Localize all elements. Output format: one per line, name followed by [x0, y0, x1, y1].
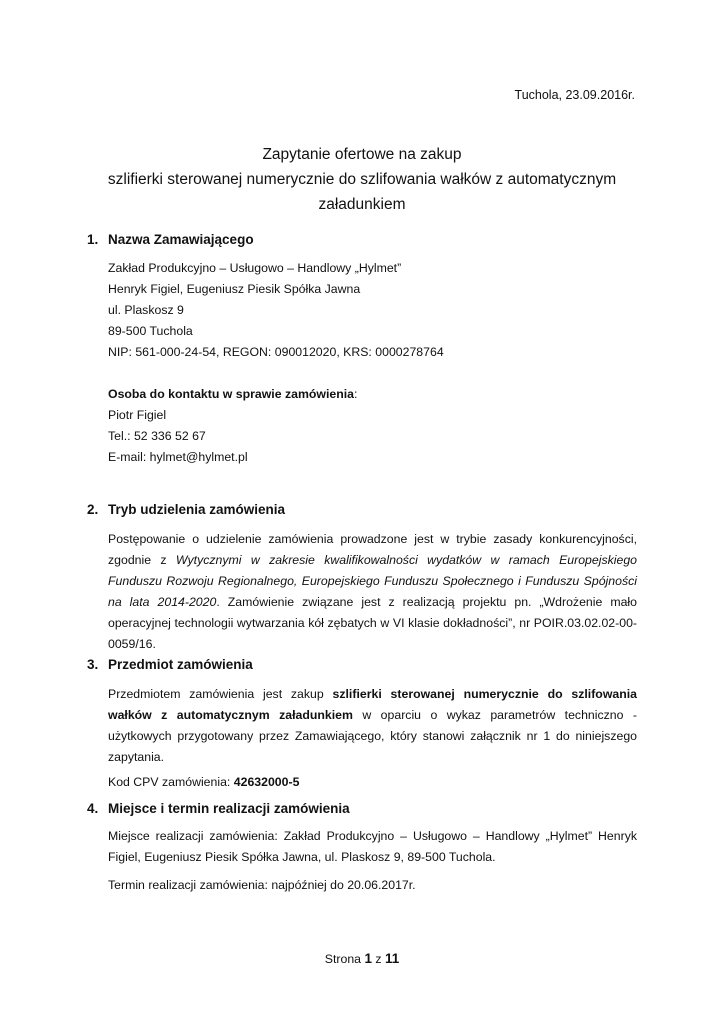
contact-phone: Tel.: 52 336 52 67 [108, 429, 206, 443]
section-4-number: 4. [87, 801, 99, 816]
s2-guidelines-italic: Wytycznymi w zakresie kwalifikowalności wydatków w ramach Europejskiego Funduszu Rozwoju Regionalnego, Europejskiego Funduszu Społecznego i Funduszu Spójności na lata 2014-2020 [108, 553, 637, 609]
s3-subject-bold: szlifierki sterowanej numerycznie do szlifowania wałków z automatycznym załadunkiem [108, 687, 637, 722]
section-1-number: 1. [87, 232, 99, 247]
contact-colon: : [354, 387, 358, 401]
contact-block [108, 384, 637, 468]
document-date: Tuchola, 23.09.2016r. [514, 88, 635, 102]
company-ids: NIP: 561-000-24-54, REGON: 090012020, KRS: 0000278764 [108, 345, 444, 359]
company-owners: Henryk Figiel, Eugeniusz Piesik Spółka Jawna [108, 282, 361, 296]
contact-heading [108, 384, 637, 405]
section-1-heading [87, 232, 254, 247]
section-4-heading [87, 801, 350, 816]
section-1-title: Nazwa Zamawiającego [108, 232, 254, 247]
section-2-body [108, 529, 637, 655]
section-3-heading [87, 657, 253, 672]
company-city: 89-500 Tuchola [108, 324, 193, 338]
title-line-3: załadunkiem [318, 196, 406, 213]
s2-text-1: Postępowanie o udzielenie zamówienia prowadzone jest w trybie zasady konkurencyjności, zgodnie z [108, 532, 637, 567]
cpv-label: Kod CPV zamówienia: [108, 775, 234, 789]
s3-text-3: w oparciu o wykaz parametrów techniczno - użytkowych przygotowany przez Zamawiającego, który stanowi załącznik nr 1 do niniejszego zapytania. [108, 708, 637, 764]
s2-text-3: . Zamówienie związane jest z realizacją projektu pn. „Wdrożenie mało operacyjnej technologii wytwarzania kół zębatych w VI klasie dokładności”, nr POIR.03.02.02-00-0059/16. [108, 595, 637, 651]
footer-prefix: Strona [324, 952, 365, 966]
footer-current-page: 1 [364, 951, 372, 966]
company-name: Zakład Produkcyjno – Usługowo – Handlowy „Hylmet” [108, 261, 402, 275]
contact-label: Osoba do kontaktu w sprawie zamówienia [108, 387, 354, 401]
section-2-title: Tryb udzielenia zamówienia [108, 502, 286, 517]
realization-place: Miejsce realizacji zamówienia: Zakład Produkcyjno – Usługowo – Handlowy „Hylmet” Henryk Figiel, Eugeniusz Piesik Spółka Jawna, ul. Plaskosz 9, 89-500 Tuchola. [108, 829, 637, 864]
footer-total-pages: 11 [384, 951, 400, 966]
document-title [60, 142, 664, 217]
section-1-body [108, 258, 637, 363]
cpv-line [108, 772, 637, 793]
realization-term: Termin realizacji zamówienia: najpóźniej do 20.06.2017r. [108, 878, 416, 892]
s3-text-1: Przedmiotem zamówienia jest zakup [108, 687, 333, 701]
section-3-body [108, 684, 637, 793]
section-4-title: Miejsce i termin realizacji zamówienia [108, 801, 350, 816]
title-line-1: Zapytanie ofertowe na zakup [262, 146, 462, 163]
section-3-number: 3. [87, 657, 99, 672]
cpv-code: 42632000-5 [233, 775, 300, 789]
page-footer [0, 951, 724, 966]
contact-email: E-mail: hylmet@hylmet.pl [108, 450, 248, 464]
company-street: ul. Plaskosz 9 [108, 303, 184, 317]
section-2-number: 2. [87, 502, 99, 517]
title-line-2: szlifierki sterowanej numerycznie do szlifowania wałków z automatycznym [107, 171, 617, 188]
section-3-title: Przedmiot zamówienia [108, 657, 253, 672]
footer-separator: z [371, 952, 385, 966]
section-3-paragraph [108, 684, 637, 768]
section-4-body [108, 826, 637, 896]
section-2-heading [87, 502, 285, 517]
section-2-paragraph [108, 529, 637, 655]
contact-name: Piotr Figiel [108, 408, 167, 422]
